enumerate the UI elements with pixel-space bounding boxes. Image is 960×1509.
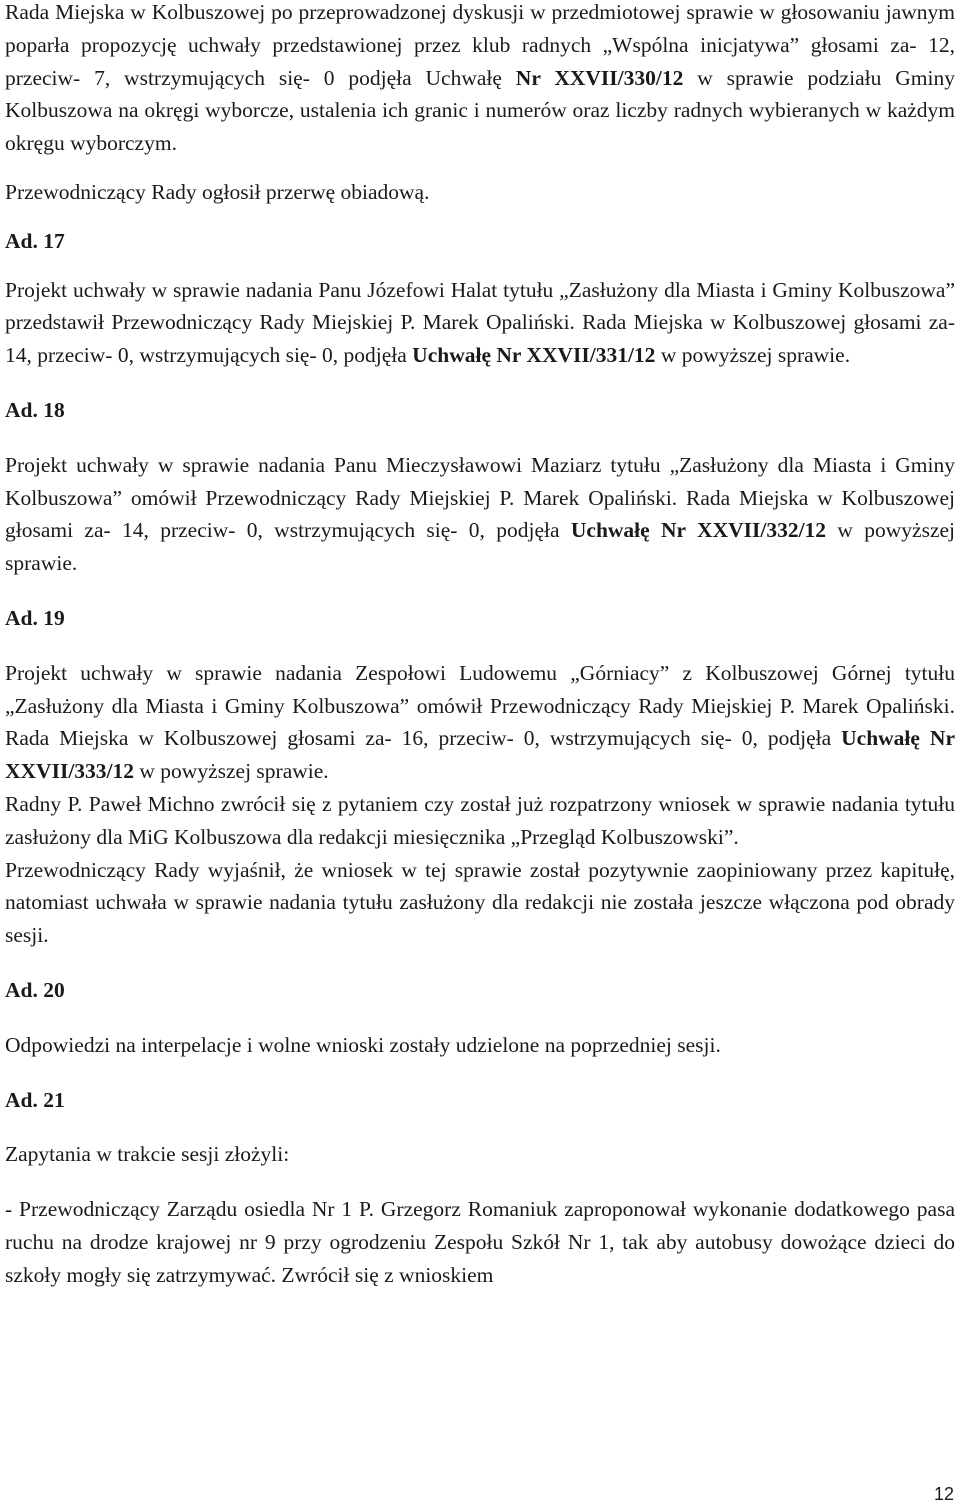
ad18-paragraph xyxy=(5,449,955,580)
section-heading-ad19: Ad. 19 xyxy=(5,605,65,630)
ad18-text-end: w powyższej sprawie. xyxy=(5,518,956,576)
ad19-question: Radny P. Paweł Michno zwrócił się z pytaniem czy został już rozpatrzony wniosek w sprawie nadania tytułu zasłużony dla MiG Kolbuszowa dla redakcji miesięcznika „Przegląd Kolbuszowski”. xyxy=(5,791,955,849)
ad19-resolution: Uchwałę Nr XXVII/333/12 xyxy=(5,726,956,784)
ad21-intro: Zapytania w trakcie sesji złożyli: xyxy=(5,1142,290,1167)
ad17-resolution: Uchwałę Nr XXVII/331/12 xyxy=(412,343,656,368)
intro-text-end: w sprawie podziału Gminy Kolbuszowa na okręgi wyborcze, ustalenia ich granic i numerów oraz liczby radnych wybieranych w każdym okręgu wyborczym. xyxy=(5,65,955,156)
ad19-paragraph xyxy=(5,657,955,788)
ad17-paragraph xyxy=(5,274,955,372)
section-heading-ad20: Ad. 20 xyxy=(5,977,65,1002)
document-page xyxy=(5,0,955,1292)
resolution-number: Nr XXVII/330/12 xyxy=(515,65,684,90)
section-heading-ad21: Ad. 21 xyxy=(5,1087,65,1112)
ad19-answer: Przewodniczący Rady wyjaśnił, że wniosek w tej sprawie został pozytywnie zaopiniowany przez kapitułę, natomiast uchwała w sprawie nadania tytułu zasłużony dla redakcji nie została jeszcze włączona pod obrady sesji. xyxy=(5,857,955,948)
page-number: 12 xyxy=(933,1484,954,1504)
intro-paragraph xyxy=(5,0,955,160)
ad20-paragraph: Odpowiedzi na interpelacje i wolne wnioski zostały udzielone na poprzedniej sesji. xyxy=(5,1032,721,1057)
ad21-item: - Przewodniczący Zarządu osiedla Nr 1 P. Grzegorz Romaniuk zaproponował wykonanie dodatkowego pasa ruchu na drodze krajowej nr 9 przy ogrodzeniu Zespołu Szkół Nr 1, tak aby autobusy dowożące dzieci do szkoły mogły się zatrzymywać. Zwrócił się z wnioskiem xyxy=(5,1197,955,1287)
ad18-text: Projekt uchwały w sprawie nadania Panu Mieczysławowi Maziarz tytułu „Zasłużony dla Miasta i Gminy Kolbuszowa” omówił Przewodniczący Rady Miejskiej P. Marek Opaliński. Rada Miejska w Kolbuszowej głosami za- 14, przeciw- 0, wstrzymujących się- 0, podjęła xyxy=(5,452,955,543)
ad19-text: Projekt uchwały w sprawie nadania Zespołowi Ludowemu „Górniacy” z Kolbuszowej Górnej tytułu „Zasłużony dla Miasta i Gminy Kolbuszowa” omówił Przewodniczący Rady Miejskiej P. Marek Opaliński. Rada Miejska w Kolbuszowej głosami za- 16, przeciw- 0, wstrzymujących się- 0, podjęła xyxy=(5,660,955,751)
ad19-text-end: w powyższej sprawie. xyxy=(134,759,329,784)
section-heading-ad17: Ad. 17 xyxy=(5,228,65,253)
intro-text: Rada Miejska w Kolbuszowej po przeprowadzonej dyskusji w przedmiotowej sprawie w głosowaniu jawnym poparła propozycję uchwały przedstawionej przez klub radnych „Wspólna inicjatywa” głosami za- 12, przeciw- 7, wstrzymujących się- 0 podjęła Uchwałę xyxy=(5,0,955,90)
ad18-resolution: Uchwałę Nr XXVII/332/12 xyxy=(570,518,827,543)
break-announcement: Przewodniczący Rady ogłosił przerwę obiadową. xyxy=(5,179,430,204)
section-heading-ad18: Ad. 18 xyxy=(5,397,65,422)
ad17-text: Projekt uchwały w sprawie nadania Panu Józefowi Halat tytułu „Zasłużony dla Miasta i Gminy Kolbuszowa” przedstawił Przewodniczący Rady Miejskiej P. Marek Opaliński. Rada Miejska w Kolbuszowej głosami za- 14, przeciw- 0, wstrzymujących się- 0, podjęła xyxy=(5,277,955,368)
ad17-text-end: w powyższej sprawie. xyxy=(655,343,851,368)
